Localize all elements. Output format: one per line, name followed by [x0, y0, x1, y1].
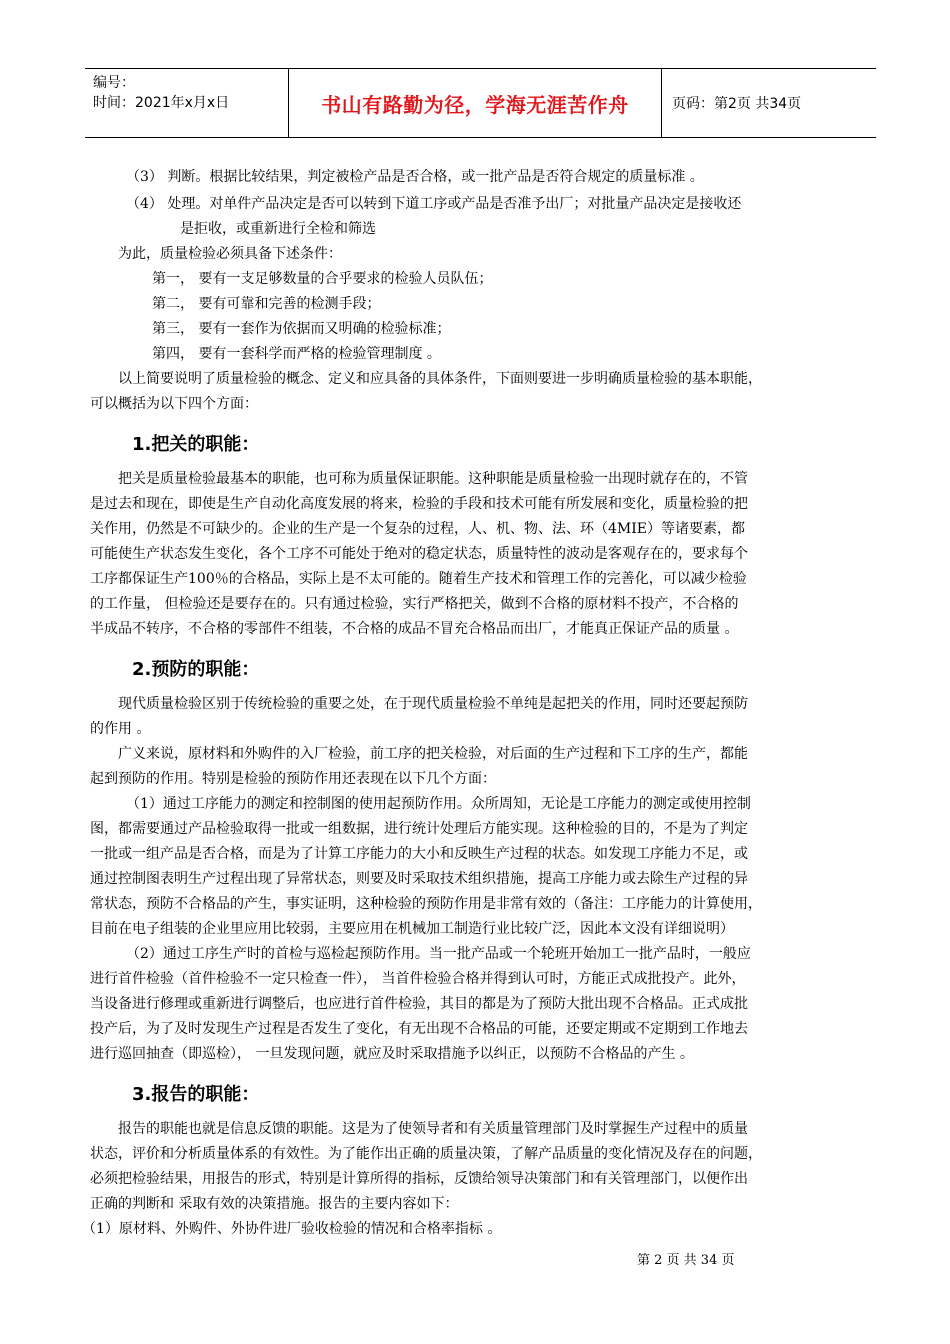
text-line: 目前在电子组装的企业里应用比较弱，主要应用在机械加工制造行业比较广泛，因此本文没有详细说明） — [90, 921, 734, 937]
section-heading-3: 3.报告的职能： — [132, 1084, 260, 1105]
text-line: 是拒收，或重新进行全检和筛选 — [180, 221, 376, 237]
text-line: （3） 判断。根据比较结果，判定被检产品是否合格，或一批产品是否符合规定的质量标准 。 — [126, 169, 704, 185]
text-line: 把关是质量检验最基本的职能，也可称为质量保证职能。这种职能是质量检验一出现时就存在的，不管 — [118, 471, 748, 487]
text-line: 通过控制图表明生产过程出现了异常状态，则要及时采取技术组织措施，提高工序能力或去除生产过程的异 — [90, 871, 748, 887]
text-line: 关作用，仍然是不可缺少的。企业的生产是一个复杂的过程，人、机、物、法、环（4MIE）等诸要素，都 — [90, 521, 745, 537]
section-heading-2: 2.预防的职能： — [132, 659, 260, 680]
text-line: 现代质量检验区别于传统检验的重要之处，在于现代质量检验不单纯是起把关的作用，同时还要起预防 — [118, 696, 748, 712]
text-line: 半成品不转序，不合格的零部件不组装，不合格的成品不冒充合格品而出厂，才能真正保证产品的质量 。 — [90, 621, 739, 637]
text-line: 以上简要说明了质量检验的概念、定义和应具备的具体条件，下面则要进一步明确质量检验的基本职能， — [118, 371, 762, 387]
text-line: 图，都需要通过产品检验取得一批或一组数据，进行统计处理后方能实现。这种检验的目的，不是为了判定 — [90, 821, 748, 837]
text-line: （1）通过工序能力的测定和控制图的使用起预防作用。众所周知，无论是工序能力的测定或使用控制 — [126, 796, 751, 812]
text-line: 可能使生产状态发生变化，各个工序不可能处于绝对的稳定状态，质量特性的波动是客观存在的，要求每个 — [90, 546, 748, 562]
text-line: 的作用 。 — [90, 721, 151, 737]
page-header — [85, 68, 876, 138]
text-line: 进行首件检验（首件检验不一定只检查一件）， 当首件检验合格并得到认可时，方能正式成批投产。此外， — [90, 971, 746, 987]
text-line: 常状态，预防不合格品的产生，事实证明，这种检验的预防作用是非常有效的（备注：工序能力的计算使用， — [90, 896, 762, 912]
text-line: 必须把检验结果，用报告的形式，特别是计算所得的指标，反馈给领导决策部门和有关管理部门，以便作出 — [90, 1171, 748, 1187]
page-footer: 第 2 页 共 34 页 — [637, 1253, 735, 1268]
text-line: 投产后，为了及时发现生产过程是否发生了变化，有无出现不合格品的可能，还要定期或不定期到工作地去 — [90, 1021, 748, 1037]
text-line: （4） 处理。对单件产品决定是否可以转到下道工序或产品是否准予出厂；对批量产品决定是接收还 — [126, 196, 742, 212]
header-motto: 书山有路勤为径，学海无涯苦作舟 — [288, 69, 662, 137]
text-line: （1）原材料、外购件、外协件进厂验收检验的情况和合格率指标 。 — [82, 1221, 502, 1237]
text-line: 报告的职能也就是信息反馈的职能。这是为了使领导者和有关质量管理部门及时掌握生产过程中的质量 — [118, 1121, 748, 1137]
text-line: 广义来说，原材料和外购件的入厂检验，前工序的把关检验，对后面的生产过程和下工序的生产，都能 — [118, 746, 748, 762]
text-line: 状态，评价和分析质量体系的有效性。为了能作出正确的质量决策，了解产品质量的变化情况及存在的问题， — [90, 1146, 762, 1162]
text-line: （2）通过工序生产时的首检与巡检起预防作用。当一批产品或一个轮班开始加工一批产品时，一般应 — [126, 946, 751, 962]
text-line: 第四， 要有一套科学而严格的检验管理制度 。 — [152, 346, 441, 362]
section-heading-1: 1.把关的职能： — [132, 434, 260, 455]
text-line: 第三， 要有一套作为依据而又明确的检验标准； — [152, 321, 451, 337]
text-line: 第一， 要有一支足够数量的合乎要求的检验人员队伍； — [152, 271, 493, 287]
header-page-info: 页码：第2页 共34页 — [672, 96, 802, 112]
text-line: 可以概括为以下四个方面： — [90, 396, 258, 412]
text-line: 第二， 要有可靠和完善的检测手段； — [152, 296, 381, 312]
text-line: 当设备进行修理或重新进行调整后，也应进行首件检验，其目的都是为了预防大批出现不合格品。正式成批 — [90, 996, 748, 1012]
time-label: 时间：2021年x月x日 — [93, 95, 230, 111]
text-line: 进行巡回抽查（即巡检）， 一旦发现问题，就应及时采取措施予以纠正，以预防不合格品的产生 。 — [90, 1046, 694, 1062]
header-meta — [85, 69, 288, 137]
text-line: 正确的判断和 采取有效的决策措施。报告的主要内容如下： — [90, 1196, 459, 1212]
text-line: 一批或一组产品是否合格，而是为了计算工序能力的大小和反映生产过程的状态。如发现工序能力不足，或 — [90, 846, 748, 862]
number-label: 编号： — [93, 75, 135, 91]
text-line: 是过去和现在，即使是生产自动化高度发展的将来，检验的手段和技术可能有所发展和变化，质量检验的把 — [90, 496, 748, 512]
text-line: 起到预防的作用。特别是检验的预防作用还表现在以下几个方面： — [90, 771, 496, 787]
text-line: 的工作量， 但检验还是要存在的。只有通过检验，实行严格把关，做到不合格的原材料不投产，不合格的 — [90, 596, 739, 612]
text-line: 工序都保证生产100％的合格品，实际上是不太可能的。随着生产技术和管理工作的完善化，可以减少检验 — [90, 571, 747, 587]
text-line: 为此，质量检验必须具备下述条件： — [118, 246, 342, 262]
